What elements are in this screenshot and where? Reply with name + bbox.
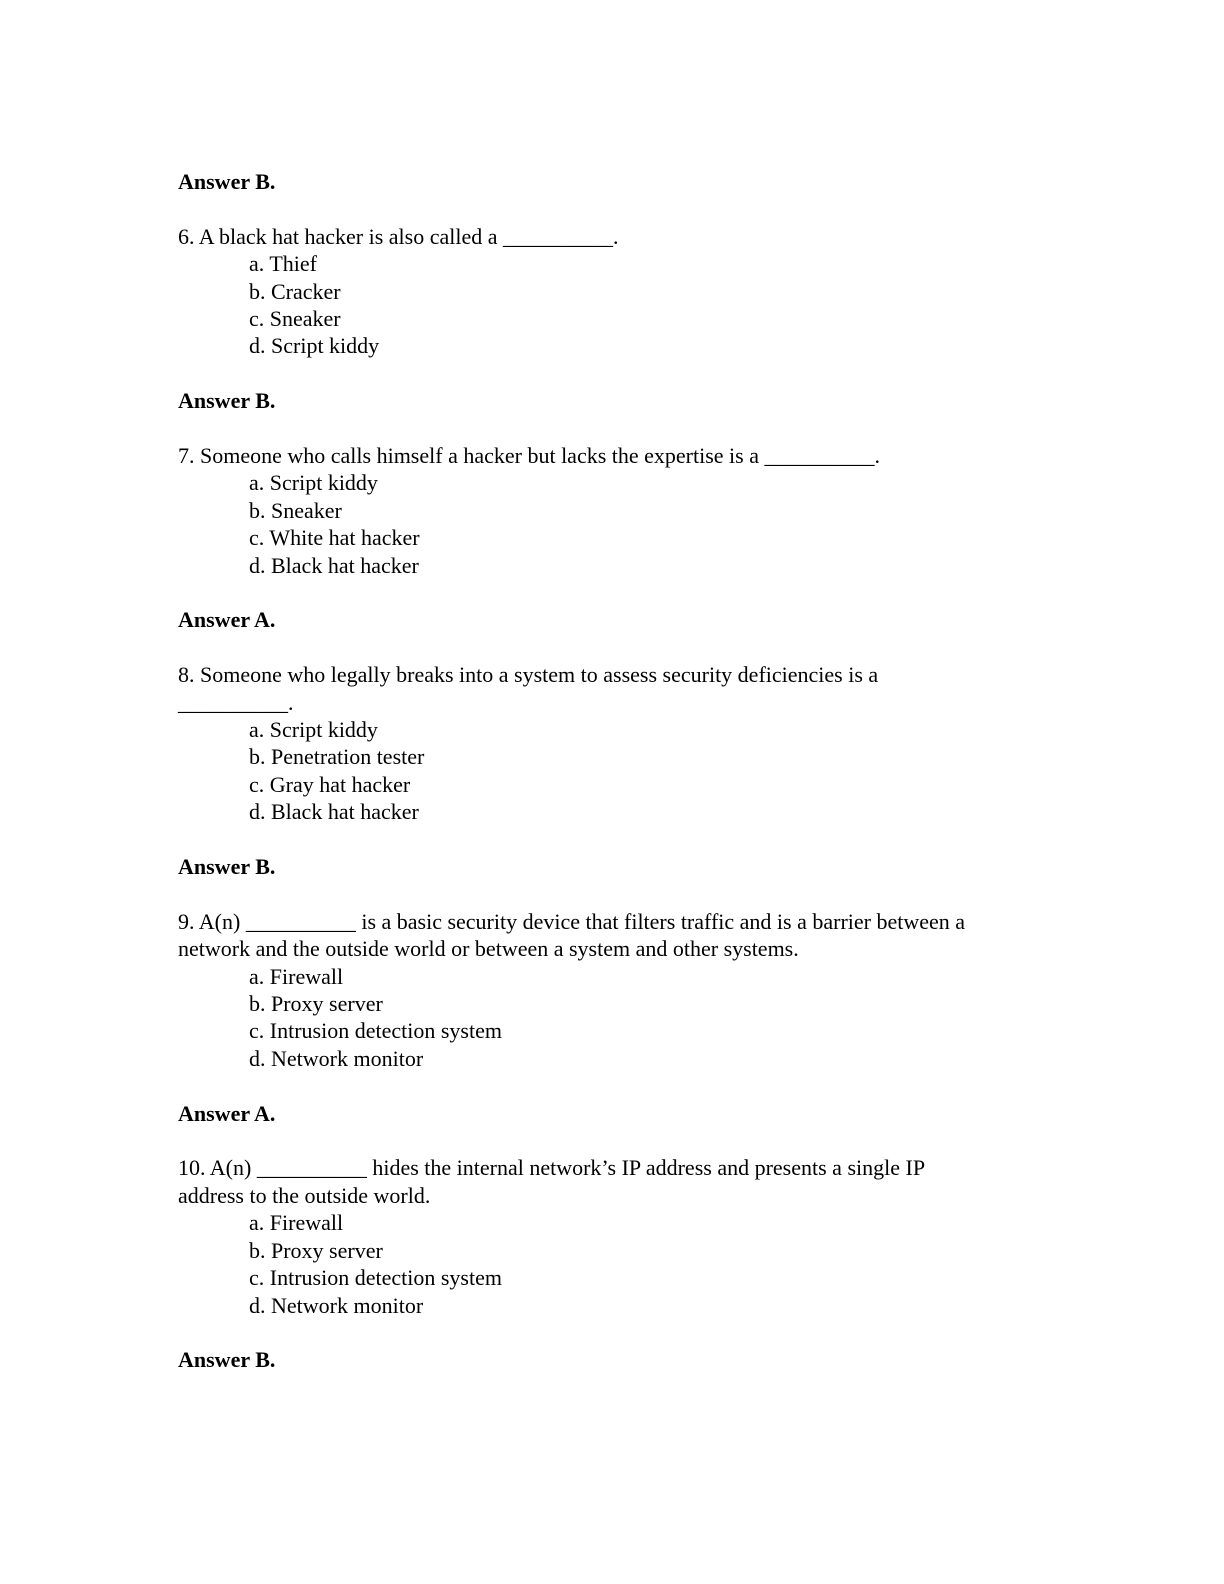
question-text: __________. bbox=[178, 689, 294, 715]
document-page bbox=[178, 168, 1058, 1374]
answer-label: Answer B. bbox=[178, 1347, 276, 1373]
question-text: 6. A black hat hacker is also called a __________. bbox=[178, 223, 619, 249]
answer-option: c. Gray hat hacker bbox=[249, 771, 411, 797]
spacer bbox=[178, 1072, 1058, 1099]
answer-label: Answer B. bbox=[178, 854, 276, 880]
answer-option: c. Intrusion detection system bbox=[249, 1018, 502, 1044]
answer-option: b. Proxy server bbox=[249, 1237, 383, 1263]
question-block bbox=[178, 661, 1058, 908]
answer-option: a. Firewall bbox=[249, 1210, 344, 1236]
answer-label: Answer A. bbox=[178, 607, 276, 633]
spacer bbox=[178, 360, 1058, 387]
spacer bbox=[178, 880, 1058, 907]
spacer bbox=[178, 1127, 1058, 1154]
question-block bbox=[178, 442, 1058, 661]
answer-option: b. Cracker bbox=[249, 278, 341, 304]
question-text: address to the outside world. bbox=[178, 1182, 431, 1208]
answer-option: d. Network monitor bbox=[249, 1045, 424, 1071]
spacer bbox=[178, 634, 1058, 661]
answer-option: c. Intrusion detection system bbox=[249, 1265, 502, 1291]
answer-option: b. Sneaker bbox=[249, 497, 342, 523]
question-text: 10. A(n) __________ hides the internal network’s IP address and presents a single IP bbox=[178, 1155, 926, 1181]
spacer bbox=[178, 826, 1058, 853]
spacer bbox=[178, 1319, 1058, 1346]
spacer bbox=[178, 579, 1058, 606]
question-block bbox=[178, 1154, 1058, 1373]
answer-option: b. Proxy server bbox=[249, 991, 383, 1017]
spacer bbox=[178, 415, 1058, 442]
answer-option: a. Thief bbox=[249, 251, 318, 277]
question-text: 8. Someone who legally breaks into a system to assess security deficiencies is a bbox=[178, 662, 879, 688]
answer-option: d. Black hat hacker bbox=[249, 799, 419, 825]
question-block bbox=[178, 223, 1058, 442]
answer-label: Answer B. bbox=[178, 169, 276, 194]
answer-label: Answer A. bbox=[178, 1100, 276, 1126]
answer-option: a. Firewall bbox=[249, 963, 344, 989]
answer-option: a. Script kiddy bbox=[249, 717, 378, 743]
answer-label: Answer B. bbox=[178, 388, 276, 414]
question-text: 9. A(n) __________ is a basic security device that filters traffic and is a barrier between a bbox=[178, 908, 966, 934]
answer-option: d. Script kiddy bbox=[249, 333, 380, 359]
answer-option: b. Penetration tester bbox=[249, 744, 425, 770]
answer-option: d. Black hat hacker bbox=[249, 552, 419, 578]
answer-option: a. Script kiddy bbox=[249, 470, 378, 496]
answer-option: d. Network monitor bbox=[249, 1292, 424, 1318]
question-text: network and the outside world or between a system and other systems. bbox=[178, 936, 799, 962]
question-text: 7. Someone who calls himself a hacker but lacks the expertise is a __________. bbox=[178, 443, 880, 469]
question-block bbox=[178, 908, 1058, 1155]
answer-option: c. White hat hacker bbox=[249, 525, 420, 551]
answer-option: c. Sneaker bbox=[249, 306, 341, 332]
spacer bbox=[178, 195, 1058, 222]
